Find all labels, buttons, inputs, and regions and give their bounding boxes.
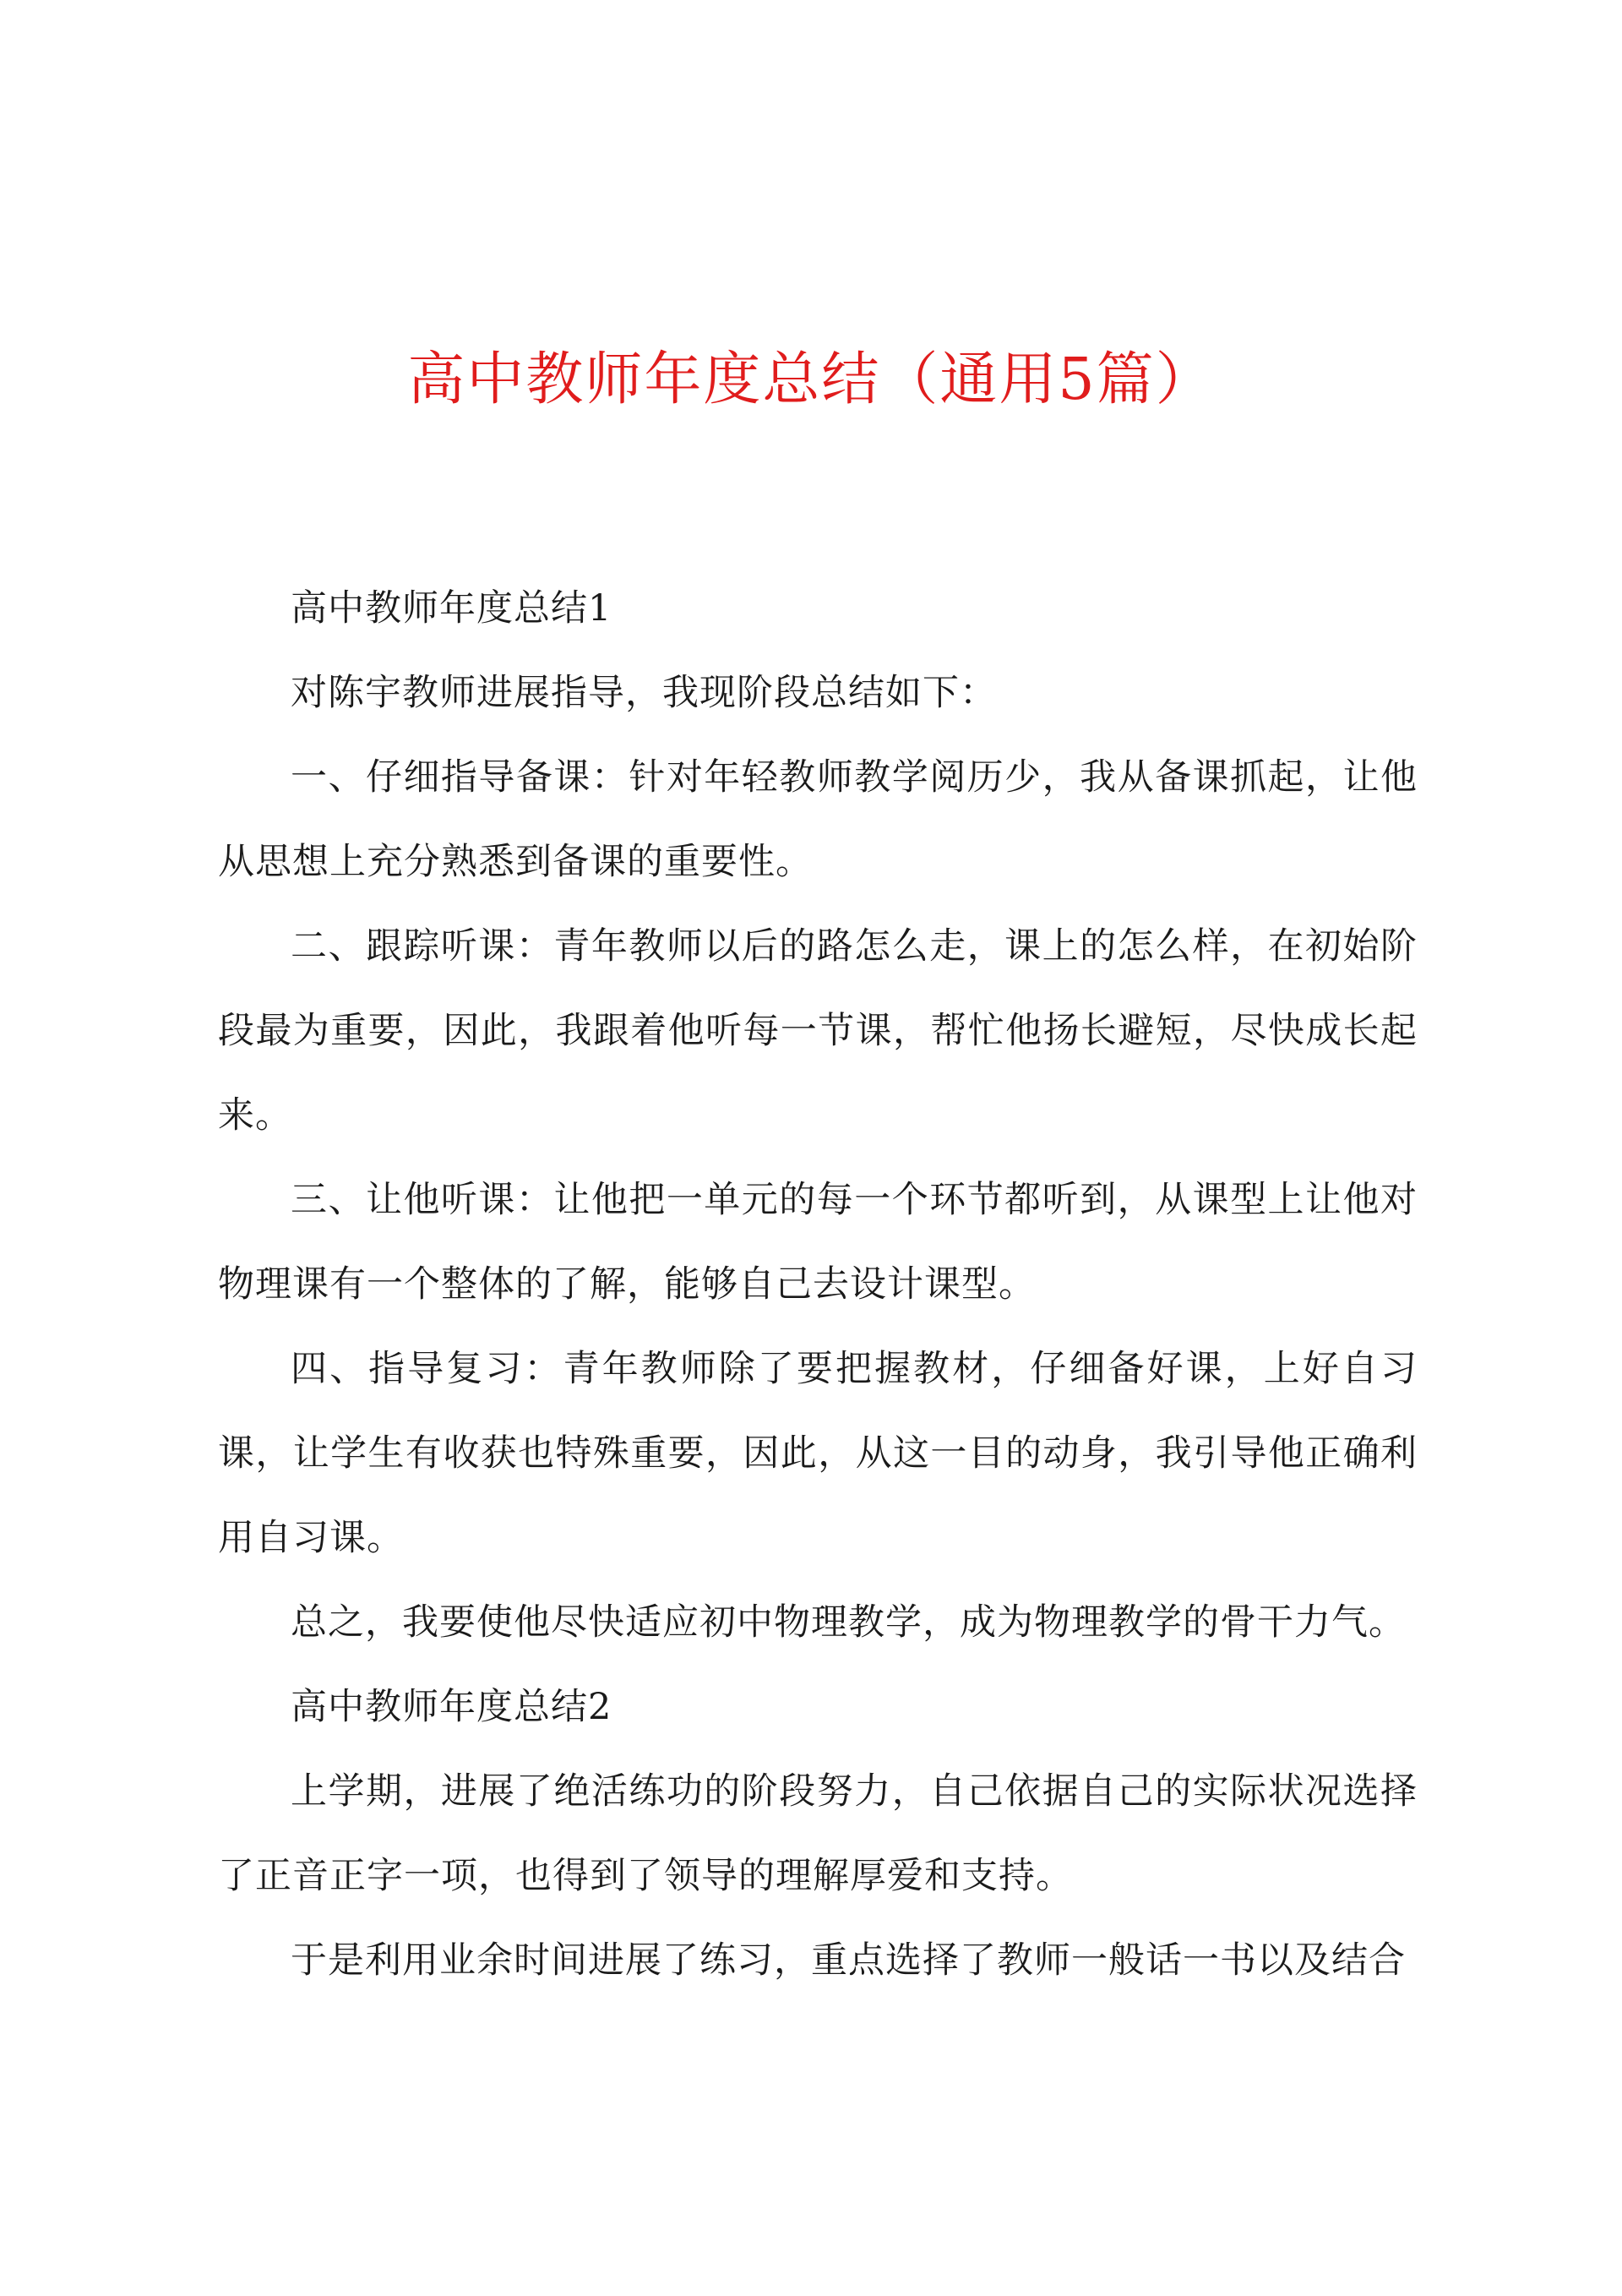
paragraph: 三、让他听课：让他把一单元的每一个环节都听到，从课型上让他对物理课有一个整体的了解，能够自己去设计课型。 bbox=[218, 1179, 1418, 1306]
document-title: 高中教师年度总结（通用5篇） bbox=[407, 346, 1215, 413]
paragraph: 一、仔细指导备课：针对年轻教师教学阅历少，我从备课抓起，让他从思想上充分熟悉到备课的重要性。 bbox=[218, 756, 1418, 883]
paragraph: 总之，我要使他尽快适应初中物理教学，成为物理教学的骨干力气。 bbox=[291, 1601, 1406, 1644]
paragraph: 四、指导复习：青年教师除了要把握教材，仔细备好课，上好自习课，让学生有收获也特殊重要，因此，从这一目的动身，我引导他正确利用自习课。 bbox=[218, 1348, 1418, 1559]
paragraph: 上学期，进展了绝活练功的阶段努力，自己依据自己的实际状况选择了正音正字一项，也得到了领导的理解厚爱和支持。 bbox=[218, 1770, 1418, 1897]
paragraph: 于是利用业余时间进展了练习，重点选择了教师一般话一书以及结合 bbox=[291, 1939, 1406, 1982]
section-heading-1: 高中教师年度总结1 bbox=[291, 587, 612, 630]
paragraph: 二、跟踪听课：青年教师以后的路怎么走，课上的怎么样，在初始阶段最为重要，因此，我跟着他听每一节课，帮忙他扬长避短，尽快成长起来。 bbox=[218, 925, 1418, 1137]
paragraph: 对陈宇教师进展指导，我现阶段总结如下： bbox=[291, 672, 997, 714]
section-heading-2: 高中教师年度总结2 bbox=[291, 1686, 612, 1728]
document-body bbox=[218, 566, 1418, 2003]
